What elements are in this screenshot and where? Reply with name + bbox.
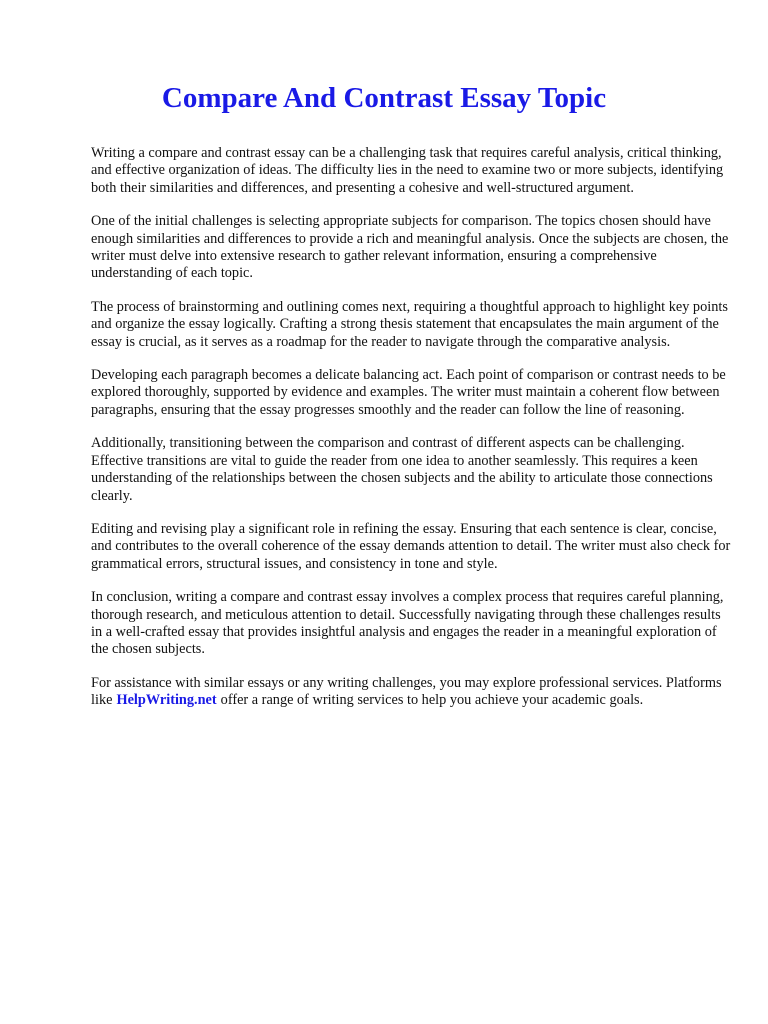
- paragraph-1: Writing a compare and contrast essay can be a challenging task that requires careful analysis, critical thinking, and effective organization of ideas. The difficulty lies in the need to examine two or more subjects, identifying both their similarities and differences, and presenting a cohesive and well-structured argument.: [91, 145, 724, 196]
- closing-text-after-link: offer a range of writing services to help you achieve your academic goals.: [220, 692, 644, 709]
- closing-paragraph: [91, 675, 731, 710]
- paragraph-6: Editing and revising play a significant role in refining the essay. Ensuring that each sentence is clear, concise, and contributes to the overall coherence of the essay demands attention to detail. The writer must also check for grammatical errors, structural issues, and consistency in tone and style.: [91, 520, 731, 572]
- closing-text-before-link: For assistance with similar essays or any writing challenges, you may explore professional services. Platforms like: [91, 674, 722, 709]
- essay-body: [91, 145, 731, 726]
- paragraph-4: Developing each paragraph becomes a delicate balancing act. Each point of comparison or contrast needs to be explored thoroughly, supported by evidence and examples. The writer must maintain a coherent flow between paragraphs, ensuring that the essay progresses smoothly and the reader can follow the line of reasoning.: [91, 367, 726, 418]
- paragraph-2: One of the initial challenges is selecting appropriate subjects for comparison. The topics chosen should have enough similarities and differences to provide a rich and meaningful analysis. Once the subjects are chosen, the writer must delve into extensive research to gather relevant information, ensuring a comprehensive understanding of each topic.: [91, 213, 729, 282]
- page-title: Compare And Contrast Essay Topic: [161, 82, 607, 114]
- paragraph-7: In conclusion, writing a compare and contrast essay involves a complex process that requires careful planning, thorough research, and meticulous attention to detail. Successfully navigating through these challenges results in a well-crafted essay that provides insightful analysis and engages the reader in a meaningful exploration of the chosen subjects.: [91, 589, 724, 658]
- paragraph-3: The process of brainstorming and outlining comes next, requiring a thoughtful approach to highlight key points and organize the essay logically. Crafting a strong thesis statement that encapsulates the main argument of the essay is crucial, as it serves as a roadmap for the reader to navigate through the comparative analysis.: [91, 298, 728, 350]
- paragraph-5: Additionally, transitioning between the comparison and contrast of different aspects can be challenging. Effective transitions are vital to guide the reader from one idea to another seamlessly. This requires a keen understanding of the relationships between the chosen subjects and the ability to articulate those connections clearly.: [91, 435, 713, 504]
- helpwriting-link[interactable]: HelpWriting.net: [116, 692, 217, 709]
